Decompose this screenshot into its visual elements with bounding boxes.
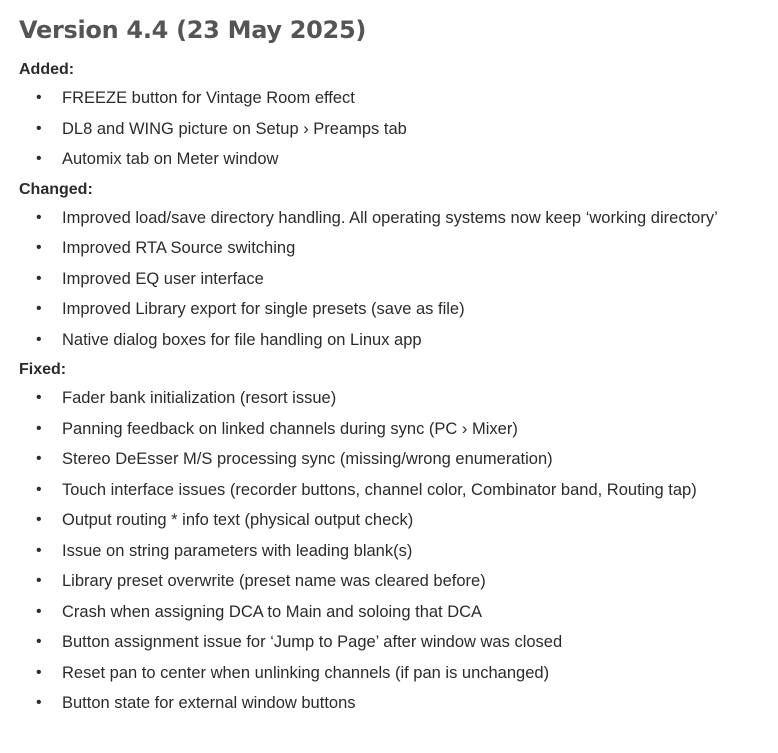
list-item-text: Improved EQ user interface <box>62 269 264 288</box>
bullet-icon: • <box>36 663 42 681</box>
list-item <box>19 88 774 108</box>
list-item <box>19 388 774 408</box>
list-item-text: DL8 and WING picture on Setup › Preamps tab <box>62 119 407 138</box>
bullet-icon: • <box>36 239 42 256</box>
list-item <box>19 602 774 622</box>
added-list <box>19 88 774 169</box>
list-item <box>19 330 774 350</box>
bullet-icon: • <box>36 119 42 137</box>
added-heading: Added: <box>19 61 75 78</box>
list-item-text: Button assignment issue for ‘Jump to Page’ after window was closed <box>62 633 563 651</box>
fixed-list <box>19 388 774 713</box>
list-item-text: Reset pan to center when unlinking channels (if pan is unchanged) <box>62 663 550 682</box>
fixed-heading: Fixed: <box>19 361 67 378</box>
bullet-icon: • <box>36 208 42 226</box>
list-item <box>19 419 774 439</box>
bullet-icon: • <box>36 511 42 528</box>
list-item <box>19 541 774 561</box>
bullet-icon: • <box>36 541 42 559</box>
release-notes <box>19 14 774 724</box>
list-item-text: Improved Library export for single presets (save as file) <box>62 300 465 318</box>
list-item <box>19 480 774 500</box>
list-item <box>19 632 774 652</box>
list-item <box>19 149 774 169</box>
list-item <box>19 119 774 139</box>
list-item <box>19 208 774 228</box>
list-item <box>19 510 774 530</box>
list-item-text: Stereo DeEsser M/S processing sync (missing/wrong enumeration) <box>62 450 553 468</box>
list-item <box>19 571 774 591</box>
list-item-text: Native dialog boxes for file handling on Linux app <box>62 330 422 349</box>
list-item-text: FREEZE button for Vintage Room effect <box>62 89 355 107</box>
bullet-icon: • <box>36 572 42 589</box>
list-item-text: Panning feedback on linked channels during sync (PC › Mixer) <box>62 419 518 438</box>
list-item-text: Touch interface issues (recorder buttons, channel color, Combinator band, Routing tap) <box>62 480 697 499</box>
list-item-text: Library preset overwrite (preset name was cleared before) <box>62 572 486 590</box>
list-item <box>19 693 774 713</box>
list-item-text: Improved RTA Source switching <box>62 239 296 257</box>
bullet-icon: • <box>36 300 42 317</box>
bullet-icon: • <box>36 480 42 498</box>
list-item-text: Improved load/save directory handling. All operating systems now keep ‘working directory’ <box>62 208 718 227</box>
bullet-icon: • <box>36 89 42 106</box>
list-item <box>19 663 774 683</box>
version-title: Version 4.4 (23 May 2025) <box>19 16 367 44</box>
list-item-text: Button state for external window buttons <box>62 694 356 712</box>
list-item-text: Automix tab on Meter window <box>62 150 279 168</box>
bullet-icon: • <box>36 633 42 650</box>
bullet-icon: • <box>36 602 42 620</box>
list-item <box>19 238 774 258</box>
bullet-icon: • <box>36 694 42 711</box>
list-item-text: Crash when assigning DCA to Main and soloing that DCA <box>62 602 483 621</box>
list-item-text: Fader bank initialization (resort issue) <box>62 389 337 407</box>
list-item <box>19 269 774 289</box>
bullet-icon: • <box>36 330 42 348</box>
changed-list <box>19 208 774 350</box>
list-item <box>19 299 774 319</box>
list-item-text: Issue on string parameters with leading blank(s) <box>62 541 413 560</box>
list-item <box>19 449 774 469</box>
bullet-icon: • <box>36 150 42 167</box>
bullet-icon: • <box>36 450 42 467</box>
bullet-icon: • <box>36 269 42 287</box>
bullet-icon: • <box>36 389 42 406</box>
list-item-text: Output routing * info text (physical output check) <box>62 511 414 529</box>
bullet-icon: • <box>36 419 42 437</box>
changed-heading: Changed: <box>19 180 93 198</box>
